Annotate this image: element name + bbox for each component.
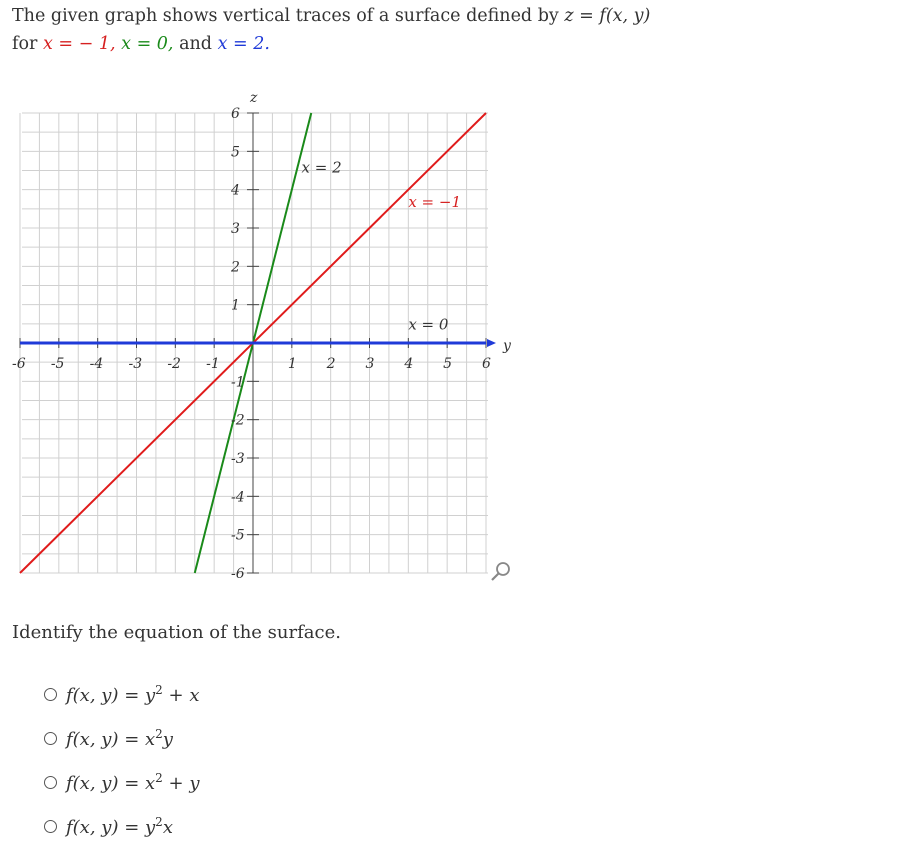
prompt-and: and — [179, 34, 212, 54]
option-label: f(x, $y) = y^2 + x$ — [66, 682, 200, 706]
x-tick-label: -1 — [206, 356, 220, 372]
prompt-text: The given graph shows vertical traces of a surface defined by — [12, 6, 559, 26]
z-axis-label: z — [250, 90, 258, 106]
x-tick-label: -5 — [50, 356, 65, 372]
radio-button[interactable] — [44, 688, 57, 701]
option-4[interactable] — [44, 804, 200, 848]
surface-equation: z = f(x, y) — [564, 6, 651, 26]
z-tick-label: -6 — [231, 566, 245, 582]
trace-label: x = 2 — [301, 158, 342, 177]
z-tick-label: -1 — [231, 374, 245, 391]
radio-button[interactable] — [44, 820, 57, 833]
zoom-icon[interactable] — [489, 560, 513, 584]
x-tick-label: -4 — [89, 356, 104, 372]
option-2[interactable] — [44, 716, 200, 760]
z-tick-label: 1 — [231, 297, 240, 314]
option-label: f(x, $y) = x^2y$ — [66, 726, 173, 750]
trace-label: x = 0 — [408, 315, 449, 334]
x-tick-label: 2 — [326, 356, 336, 372]
x-tick-label: -3 — [128, 356, 143, 372]
z-tick-label: 5 — [231, 144, 240, 161]
option-label: f(x, $y) = x^2 + y$ — [66, 770, 200, 794]
option-label: f(x, $y) = y^2x$ — [66, 814, 173, 838]
option-1[interactable] — [44, 672, 200, 716]
x-tick-label: -6 — [12, 356, 26, 372]
z-tick-label: 2 — [231, 259, 240, 276]
x-tick-label: 1 — [287, 356, 297, 372]
trace-x-0: x = 0, — [121, 34, 174, 54]
trace-label: x = −1 — [408, 192, 462, 211]
z-tick-label: 3 — [231, 221, 240, 237]
trace-graph — [0, 80, 520, 585]
radio-button[interactable] — [44, 776, 57, 789]
trace-x-minus1: x = − 1, — [42, 34, 116, 54]
y-axis-arrow — [487, 339, 496, 347]
x-tick-label: -2 — [167, 356, 181, 372]
trace-x-2: x = 2. — [217, 34, 270, 54]
question-prompt — [12, 2, 912, 58]
y-axis-label: y — [503, 338, 511, 354]
z-tick-label: -3 — [231, 451, 245, 467]
x-tick-label: 3 — [365, 356, 375, 372]
question-text: Identify the equation of the surface. — [12, 622, 341, 643]
answer-options — [44, 672, 200, 848]
x-tick-label: 4 — [404, 356, 414, 372]
z-tick-label: 6 — [231, 106, 240, 122]
z-tick-label: -5 — [231, 527, 245, 544]
prompt-for: for — [12, 34, 38, 54]
x-tick-label: 5 — [443, 356, 453, 372]
radio-button[interactable] — [44, 732, 57, 745]
z-tick-label: -4 — [231, 489, 245, 506]
option-3[interactable] — [44, 760, 200, 804]
x-tick-label: 6 — [482, 356, 491, 372]
z-tick-label: -2 — [231, 412, 245, 429]
z-tick-label: 4 — [231, 182, 240, 199]
